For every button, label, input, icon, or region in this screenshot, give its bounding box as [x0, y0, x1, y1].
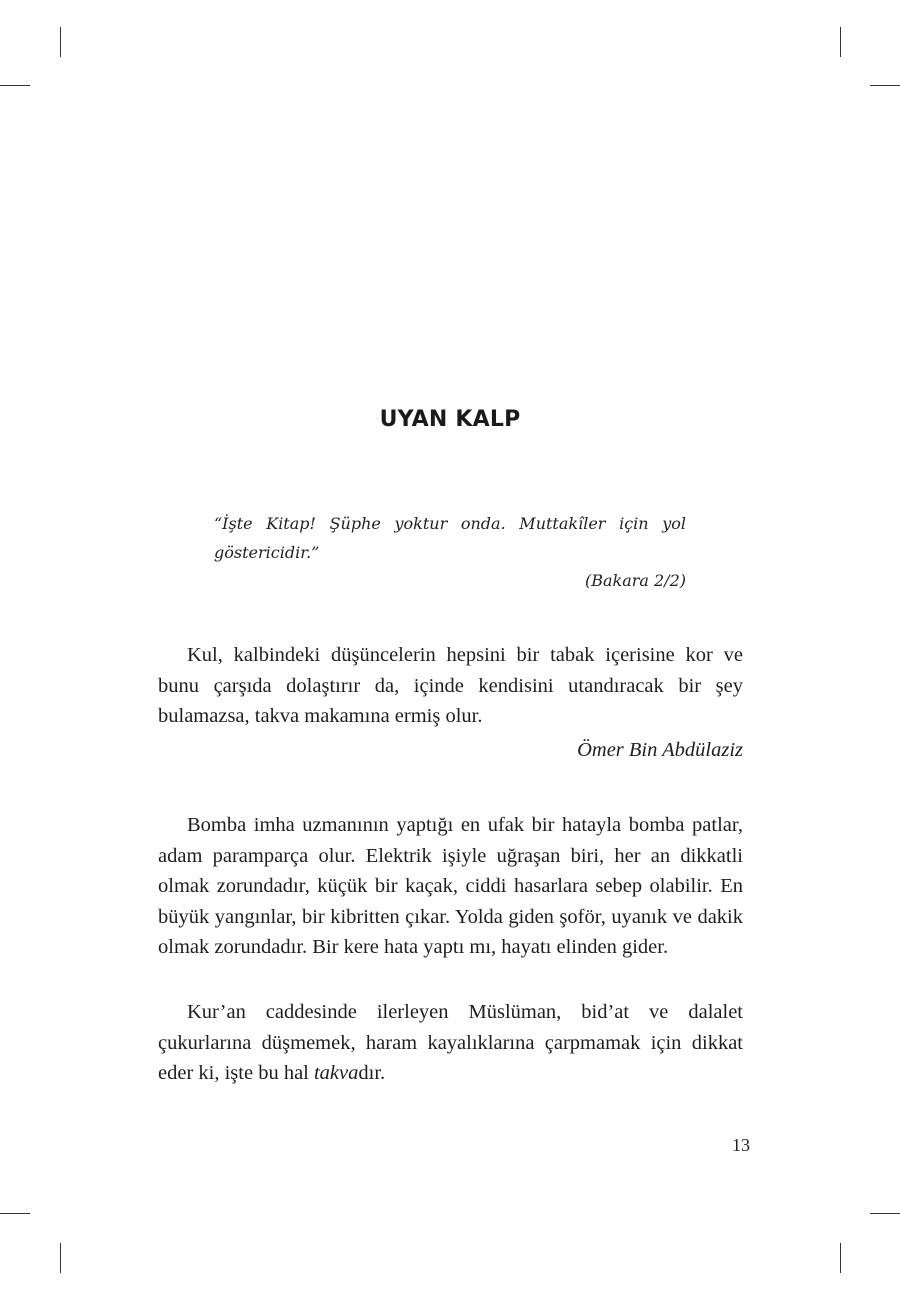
epigraph-text: “İşte Kitap! Şüphe yoktur onda. Muttakîler için yol göstericidir.” — [214, 514, 686, 562]
crop-mark-top-left-h — [0, 85, 30, 86]
quote-attribution: Ömer Bin Abdülaziz — [577, 739, 743, 761]
body-paragraph-2-emphasis: takva — [313, 1062, 359, 1084]
crop-mark-bottom-left-h — [0, 1213, 30, 1214]
epigraph-source: (Bakara 2/2) — [584, 571, 686, 590]
crop-mark-top-right-h — [870, 85, 900, 86]
page-number: 13 — [732, 1135, 750, 1155]
crop-mark-top-left — [60, 27, 61, 57]
crop-mark-bottom-right-h — [870, 1213, 900, 1214]
chapter-title: UYAN KALP — [379, 407, 521, 432]
crop-mark-bottom-right — [840, 1243, 841, 1273]
quote-paragraph: Kul, kalbindeki düşüncelerin hepsini bir tabak içerisine kor ve bunu çarşıda dolaştırır da, içinde kendisini utandıracak bir şey bulamazsa, takva makamına ermiş olur. — [158, 644, 743, 727]
body-paragraph-2-suffix: dır. — [358, 1062, 386, 1084]
crop-mark-top-right — [840, 27, 841, 57]
crop-mark-bottom-left — [60, 1243, 61, 1273]
body-paragraph-1: Bomba imha uzmanının yaptığı en ufak bir hatayla bomba patlar, adam paramparça olur. Elektrik işiyle uğraşan biri, her an dikkatli olmak zorundadır, küçük bir kaçak, ciddi hasarlara sebep olabilir. En büyük yangınlar, bir kibritten çıkar. Yolda giden şoför, uyanık ve dakik olmak zorundadır. Bir kere hata yaptı mı, hayatı elinden gider. — [158, 814, 743, 958]
body-paragraph-2-text: Kur’an caddesinde ilerleyen Müslüman, bid’at ve dalalet çukurlarına düşmemek, haram kayalıklarına çarpmamak için dikkat eder ki, işte bu hal — [158, 1001, 743, 1084]
body-paragraph-2 — [158, 997, 743, 1089]
